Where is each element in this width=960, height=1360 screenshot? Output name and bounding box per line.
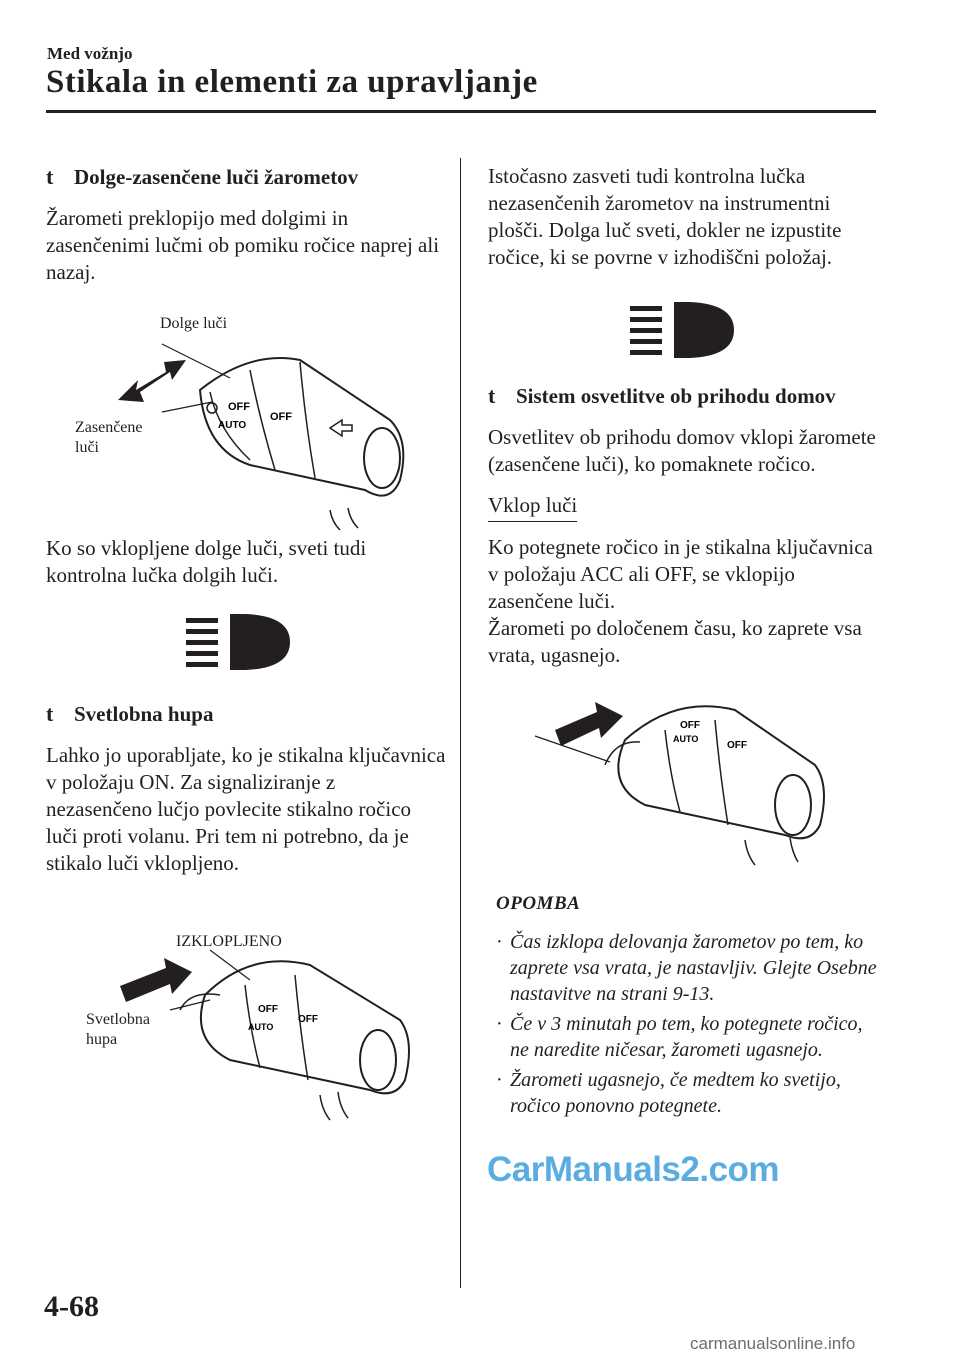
- label-low-beam: Zasenčene luči: [75, 419, 143, 456]
- left-column-cont: [46, 535, 446, 603]
- paragraph-auto-off: Žarometi po določenem času, ko zaprete vsa vrata, ugasnejo.: [488, 616, 862, 667]
- lever-illustration-coming-home: [535, 700, 845, 870]
- lever-illustration-beam: [100, 330, 420, 530]
- switch-label-auto: AUTO: [673, 734, 699, 744]
- switch-label-off: OFF: [680, 720, 700, 731]
- heading-bullet: t: [488, 383, 496, 408]
- note-item: · Čas izklopa delovanja žarometov po tem, ko zaprete vsa vrata, je nastavljiv. Glejte Osebne nastavitve na strani 9-13.: [496, 931, 877, 1005]
- paragraph-indicator-flasher: Istočasno zasveti tudi kontrolna lučka nezasenčenih žarometov na instrumentni plošči. Dolga luč sveti, dokler ne izpustite ročice, ki se povrne v izhodiščni položaj.: [488, 164, 842, 269]
- high-beam-indicator-icon: [186, 612, 296, 672]
- switch-label-off-2: OFF: [270, 411, 292, 423]
- switch-label-auto: AUTO: [218, 420, 247, 431]
- pull-arrow-icon: [120, 958, 192, 1002]
- paragraph-indicator: Ko so vklopljene dolge luči, sveti tudi kontrolna lučka dolgih luči.: [46, 536, 367, 587]
- subheading-lights-on: Vklop luči: [488, 492, 577, 522]
- title-divider: [46, 110, 876, 113]
- double-arrow-icon: [118, 360, 186, 402]
- light-icon: [207, 403, 217, 413]
- right-column: [488, 163, 880, 285]
- note-item: · Žarometi ugasnejo, če medtem ko svetijo, ročico ponovno potegnete.: [496, 1069, 841, 1117]
- section-kicker: Med vožnjo: [47, 44, 133, 63]
- switch-label-off: OFF: [228, 401, 250, 413]
- label-flasher: Svetlobna hupa: [86, 1011, 150, 1048]
- label-high-beam: Dolge luči: [160, 315, 228, 332]
- heading-bullet: t: [46, 701, 54, 726]
- switch-label-off-2: OFF: [298, 1014, 318, 1025]
- watermark-logo: CarManuals2.com: [487, 1150, 780, 1189]
- label-off: IZKLOPLJENO: [176, 933, 282, 950]
- pull-arrow-icon: [555, 702, 623, 746]
- switch-label-auto: AUTO: [248, 1022, 274, 1032]
- heading-high-low-beam: [46, 163, 446, 191]
- heading-text: Dolge-zasenčene luči žarometov: [74, 165, 359, 189]
- note-item: · Če v 3 minutah po tem, ko potegnete ročico, ne naredite ničesar, žarometi ugasnejo.: [496, 1013, 863, 1061]
- watermark-footer: carmanualsonline.info: [690, 1334, 856, 1353]
- heading-text: Svetlobna hupa: [74, 702, 214, 726]
- left-column-s2: [46, 700, 446, 891]
- lever-illustration-flasher: [110, 950, 430, 1130]
- heading-bullet: t: [46, 164, 54, 189]
- note-list: [488, 929, 880, 1119]
- high-beam-indicator-icon-2: [630, 300, 740, 360]
- turn-signal-icon: [330, 420, 352, 436]
- left-column: [46, 163, 446, 300]
- heading-coming-home: [488, 382, 880, 410]
- column-divider: [460, 158, 461, 1288]
- paragraph-coming-home: Osvetlitev ob prihodu domov vklopi žaromete (zasenčene luči), ko pomaknete ročico.: [488, 425, 876, 476]
- paragraph-activation: Ko potegnete ročico in je stikalna ključavnica v položaju ACC ali OFF, se vklopijo zasenčene luči.: [488, 535, 873, 613]
- paragraph-flasher: Lahko jo uporabljate, ko je stikalna ključavnica v položaju ON. Za signaliziranje z nezasenčeno lučjo povlecite stikalno ročico luči proti volanu. Pri tem ni potrebno, da je stikalo luči vklopljeno.: [46, 743, 446, 875]
- right-column-s3: [488, 382, 880, 683]
- switch-label-off-2: OFF: [727, 740, 747, 751]
- page-number: 4-68: [44, 1290, 99, 1323]
- heading-headlight-flasher: [46, 700, 446, 728]
- heading-text: Sistem osvetlitve ob prihodu domov: [516, 384, 836, 408]
- page-title: Stikala in elementi za upravljanje: [46, 64, 538, 100]
- switch-label-off: OFF: [258, 1004, 278, 1015]
- paragraph-beam-switch: Žarometi preklopijo med dolgimi in zasenčenimi lučmi ob pomiku ročice naprej ali nazaj.: [46, 206, 440, 284]
- note-box: [488, 890, 880, 1123]
- note-title: OPOMBA: [496, 893, 581, 914]
